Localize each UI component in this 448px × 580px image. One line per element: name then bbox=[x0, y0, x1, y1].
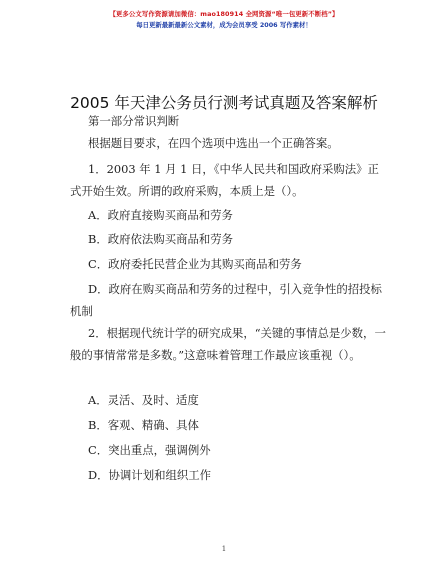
instruction-text: 根据题目要求，在四个选项中选出一个正确答案。 bbox=[88, 136, 339, 150]
question-1-option-c: C．政府委托民营企业为其购买商品和劳务 bbox=[88, 257, 302, 271]
question-2-option-b: B．客观、精确、具体 bbox=[88, 418, 199, 432]
question-1-option-d: D．政府在购买商品和劳务的过程中，引入竞争性的招投标机制 bbox=[70, 282, 382, 318]
question-2-option-c: C．突出重点，强调例外 bbox=[88, 443, 211, 457]
promo-banner-line-2: 每日更新最新最新公文素材，成为会员享受 2006 写作素材！ bbox=[136, 21, 312, 29]
question-2-option-d: D．协调计划和组织工作 bbox=[88, 468, 212, 482]
promo-banner-line-1: 【更多公文写作资源请加微信：mao180914 全网资源“唯一包更新不断档”】 bbox=[109, 10, 339, 18]
question-1-option-b: B．政府依法购买商品和劳务 bbox=[88, 232, 234, 246]
section-heading: 第一部分常识判断 bbox=[88, 114, 180, 128]
question-2-stem: 2．根据现代统计学的研究成果，“关键的事情总是少数，一般的事情常常是多数。”这意味着管理工作最应该重视（）。 bbox=[70, 326, 386, 362]
document-title: 2005 年天津公务员行测考试真题及答案解析 bbox=[70, 94, 378, 112]
question-1-stem: 1．2003 年 1 月 1 日，《中华人民共和国政府采购法》正式开始生效。所谓的政府采购，本质上是（）。 bbox=[70, 162, 379, 198]
page-number: 1 bbox=[221, 545, 227, 553]
question-2-option-a: A．灵活、及时、适度 bbox=[88, 393, 199, 407]
question-1-option-a: A．政府直接购买商品和劳务 bbox=[88, 208, 233, 222]
